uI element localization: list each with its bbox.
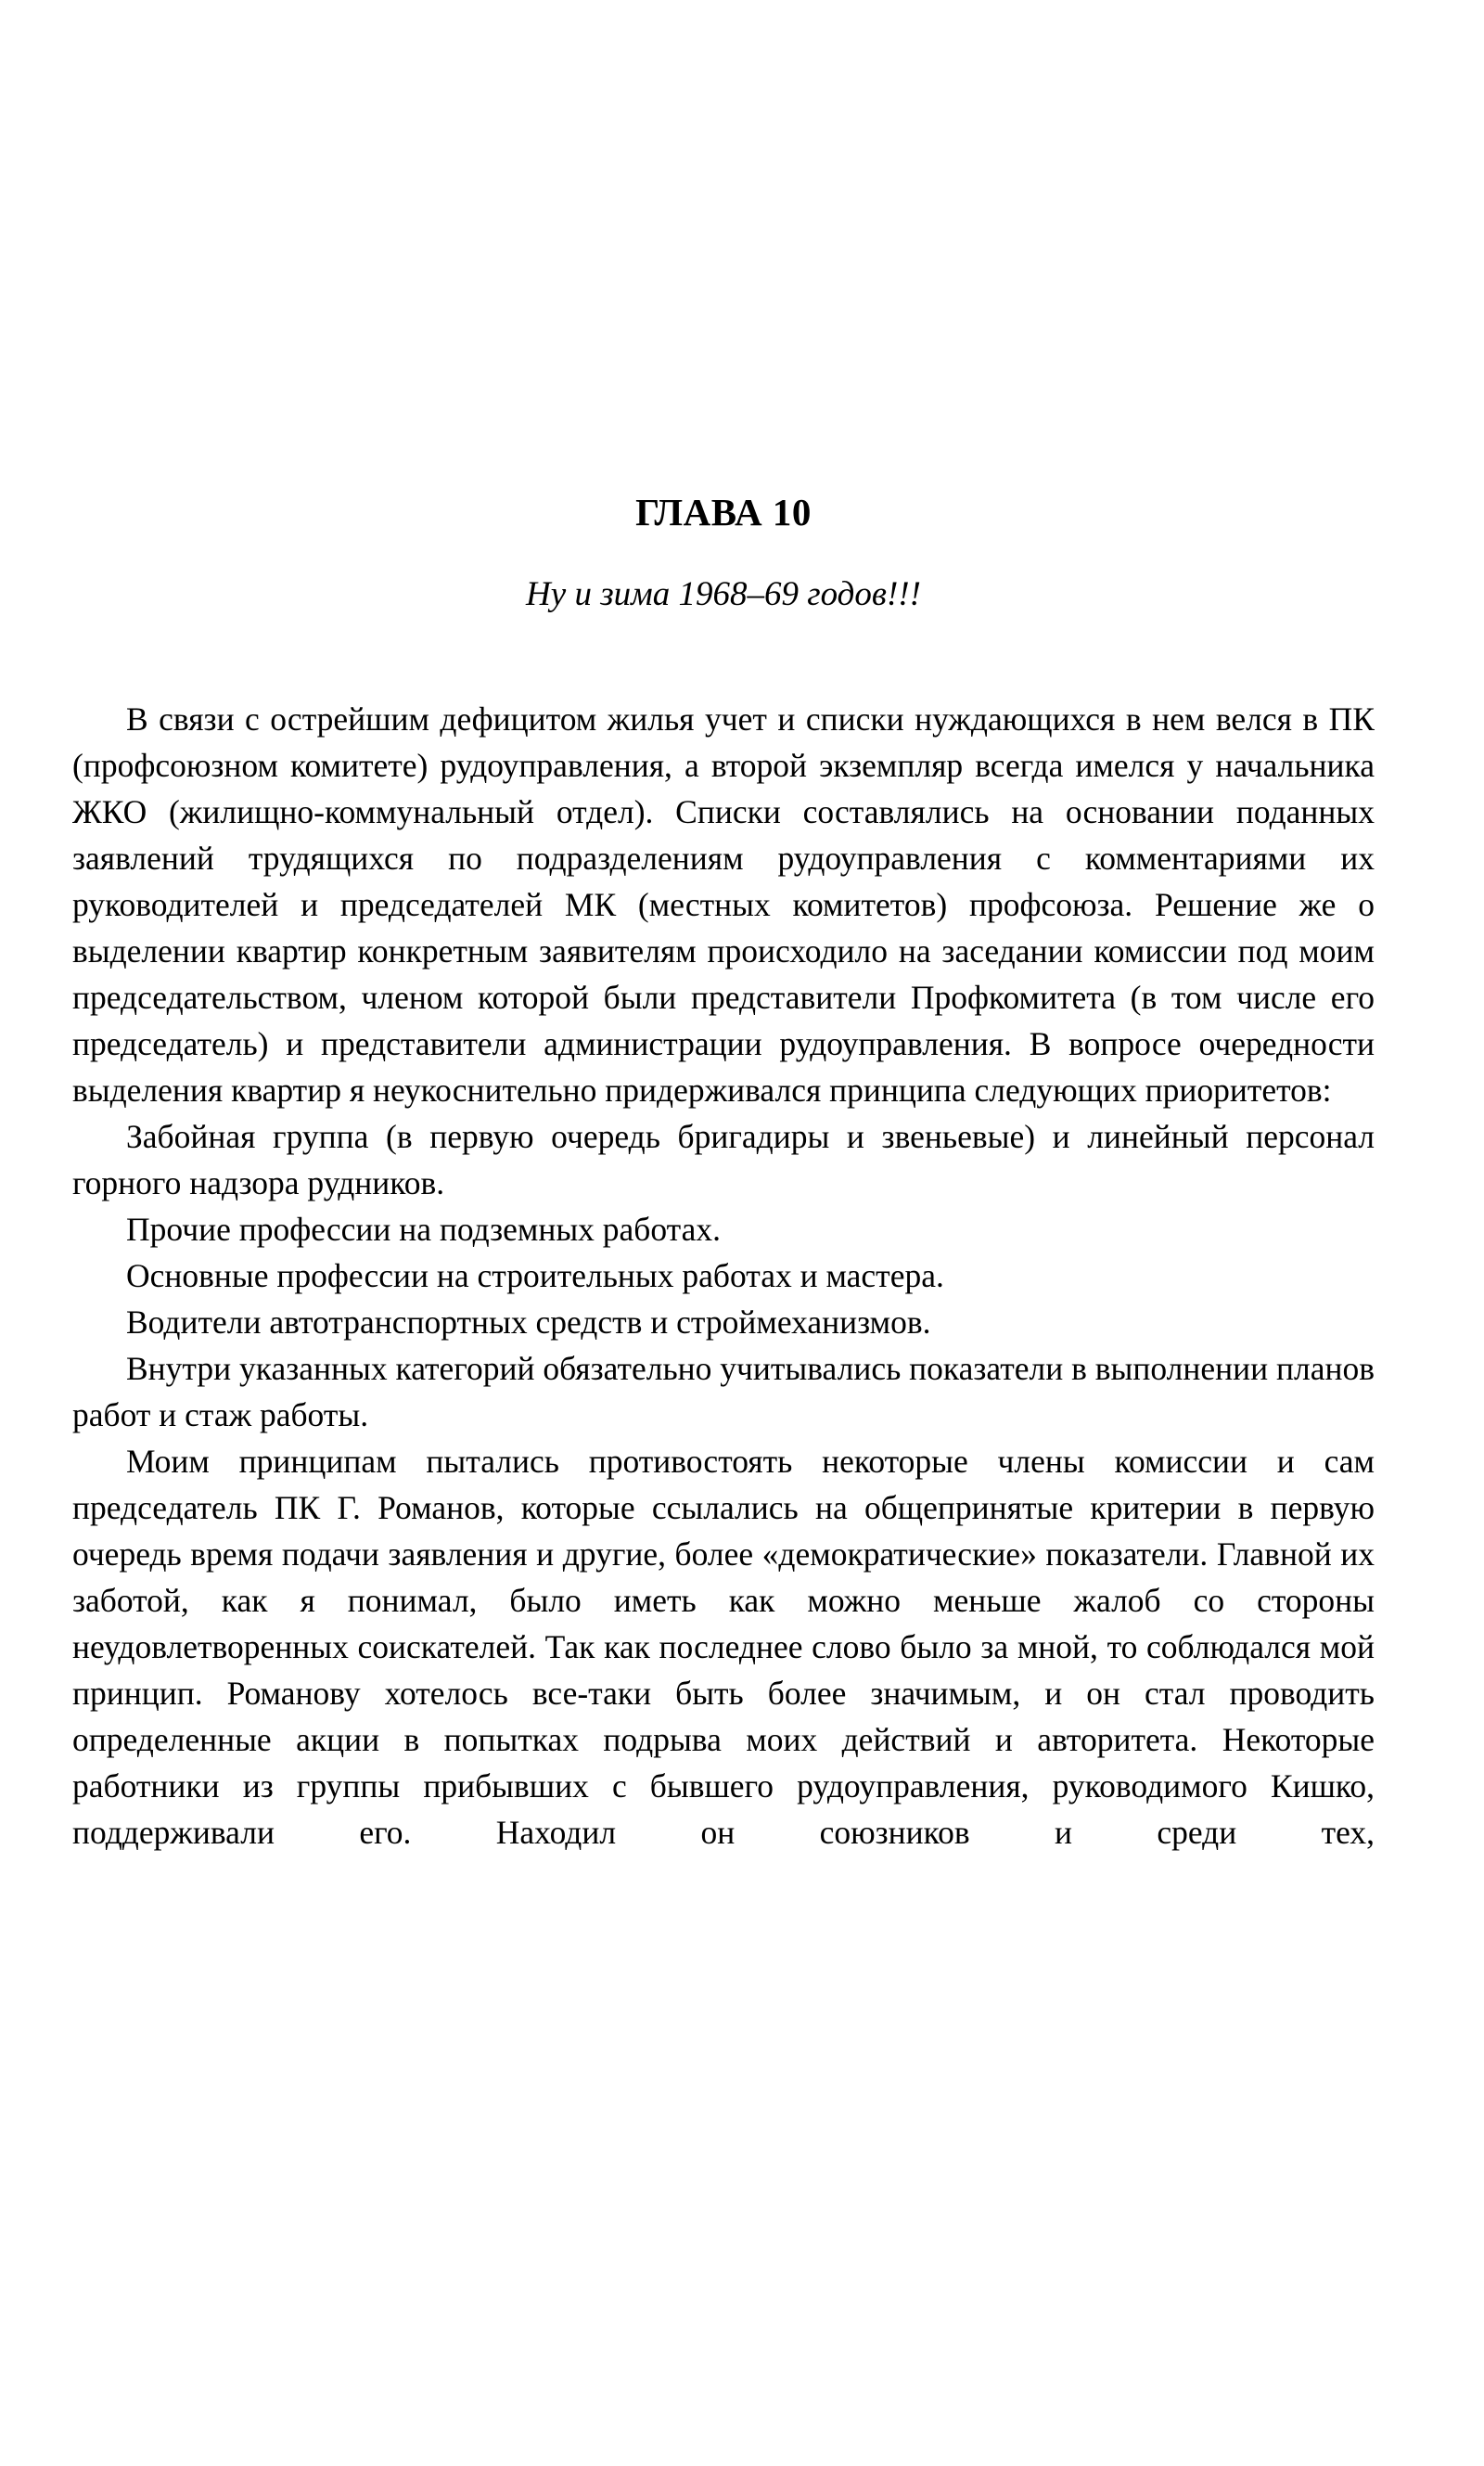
paragraph: Внутри указанных категорий обязательно учитывались показатели в выполнении планов работ и стаж работы.: [72, 1349, 1375, 1433]
chapter-title: ГЛАВА 10: [635, 491, 812, 533]
body-text: [72, 696, 1375, 1902]
paragraph: Основные профессии на строительных работах и мастера.: [126, 1256, 944, 1294]
paragraph: Забойная группа (в первую очередь бригадиры и звеньевые) и линейный персонал горного надзора рудников.: [72, 1117, 1375, 1201]
paragraph: Водители автотранспортных средств и строймеханизмов.: [126, 1303, 931, 1341]
paragraph: Моим принципам пытались противостоять некоторые члены комиссии и сам председатель ПК Г. Романов, которые ссылались на общепринятые критерии в первую очередь время подачи заявления и другие, более «демократические» показатели. Главной их заботой, как я понимал, было иметь как можно меньше жалоб со стороны неудовлетворенных соискателей. Так как последнее слово было за мной, то соблюдался мой принцип. Романову хотелось все-таки быть более значимым, и он стал проводить определенные акции в попытках подрыва моих действий и авторитета. Некоторые работники из группы прибывших с бывшего рудоуправления, руководимого Кишко, поддерживали его. Находил он союзников и среди тех,: [72, 1442, 1375, 1851]
paragraph: В связи с острейшим дефицитом жилья учет и списки нуждающихся в нем велся в ПК (профсоюзном комитете) рудоуправления, а второй экземпляр всегда имелся у начальника ЖКО (жилищно-коммунальный отдел). Списки составлялись на основании поданных заявлений трудящихся по подразделениям рудоуправления с комментариями их руководителей и председателей МК (местных комитетов) профсоюза. Решение же о выделении квартир конкретным заявителям происходило на заседании комиссии под моим председательством, членом которой были представители Профкомитета (в том числе его председатель) и представители администрации рудоуправления. В вопросе очередности выделения квартир я неукоснительно придерживался принципа следующих приоритетов:: [72, 700, 1375, 1109]
paragraph: Прочие профессии на подземных работах.: [126, 1210, 721, 1248]
chapter-subtitle: Ну и зима 1968–69 годов!!!: [526, 575, 921, 614]
